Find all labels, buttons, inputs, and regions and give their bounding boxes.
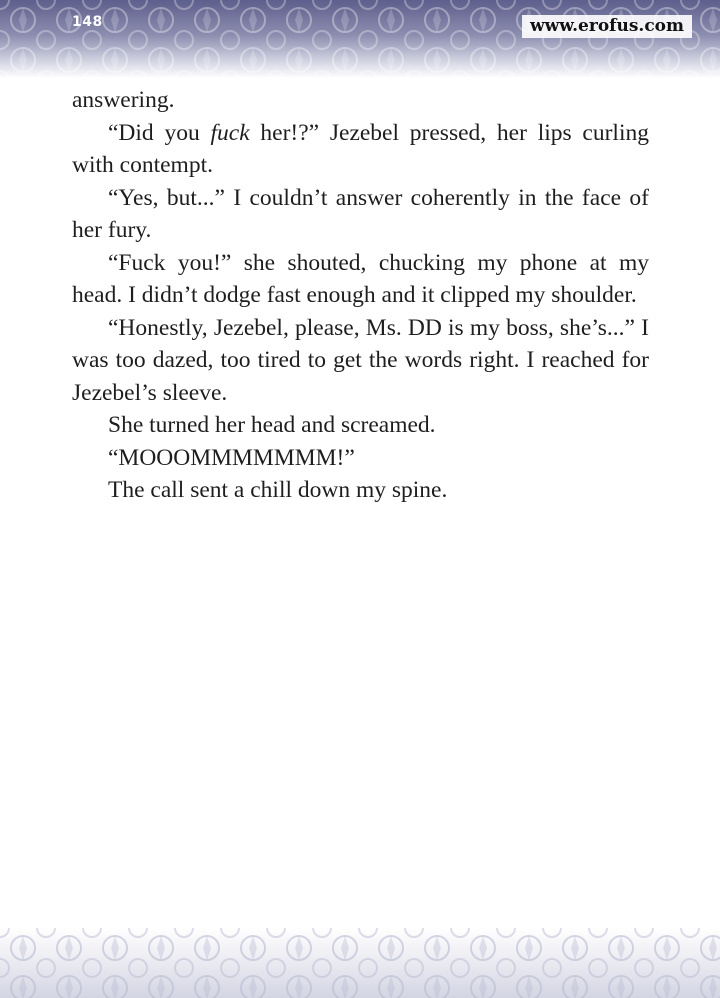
- page-number: 148: [72, 14, 103, 30]
- text-run: “Did you: [108, 119, 211, 146]
- lace-pattern-footer: [0, 928, 720, 998]
- paragraph: “Honestly, Jezebel, please, Ms. DD is my boss, she’s...” I was too dazed, too tired to get the words right. I reached for Jezebel’s sleeve.: [72, 314, 649, 406]
- lace-pattern-header: [0, 0, 720, 78]
- footer-ornament-band: [0, 928, 720, 998]
- paragraph: “MOOOMMMMMMM!”: [108, 444, 355, 471]
- body-text: [72, 84, 649, 507]
- paragraph: [72, 117, 649, 182]
- paragraph: The call sent a chill down my spine.: [108, 477, 448, 503]
- paragraph: answering.: [72, 87, 175, 113]
- paragraph: She turned her head and screamed.: [108, 412, 436, 438]
- paragraph: “Yes, but...” I couldn’t answer coherently in the face of her fury.: [72, 184, 649, 243]
- watermark: www.erofus.com: [522, 15, 692, 38]
- text-run: her!?” Jezebel pressed, her lips curling with contempt.: [72, 119, 649, 178]
- header-ornament-band: [0, 0, 720, 78]
- emphasis: fuck: [210, 119, 250, 146]
- paragraph: “Fuck you!” she shouted, chucking my phone at my head. I didn’t dodge fast enough and it clipped my shoulder.: [72, 249, 649, 308]
